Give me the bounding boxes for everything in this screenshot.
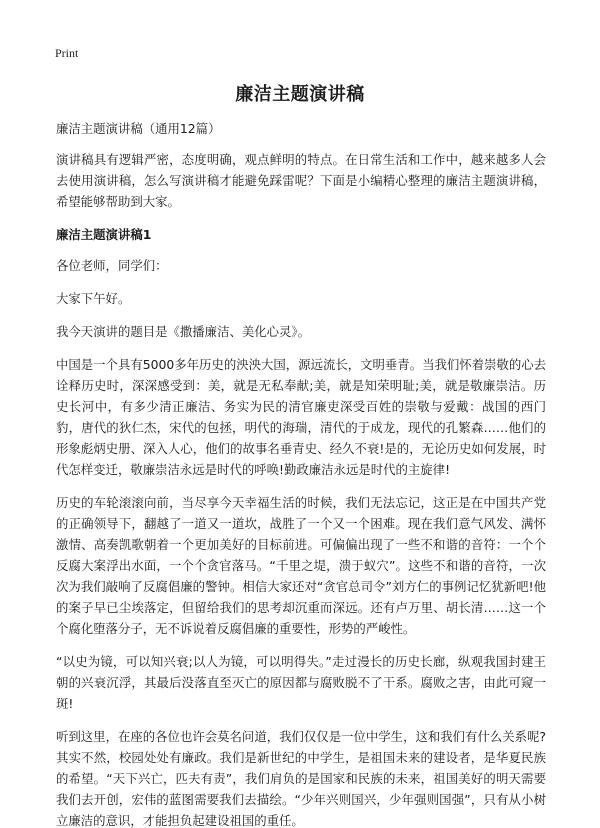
paragraph-history-mirror: “以史为镜，可以知兴衰;以人为镜，可以明得失。”走过漫长的历史长廊，纵观我国封建王朝的兴衰沉浮，其最后没落直至灭亡的原因都与腐败脱不了干系。腐败之害，由此可窥一斑! [56, 654, 546, 711]
paragraph-topic: 我今天演讲的题目是《撒播廉洁、美化心灵》。 [56, 324, 311, 339]
paragraph-good-afternoon: 大家下午好。 [56, 291, 131, 306]
intro-paragraph: 演讲稿具有逻辑严密，态度明确，观点鲜明的特点。在日常生活和工作中，越来越多人会去使用演讲稿，怎么写演讲稿才能避免踩雷呢？下面是小编精心整理的廉洁主题演讲稿，希望能够帮助到大家。 [56, 152, 546, 209]
paragraph-wheel-of-history: 历史的车轮滚滚向前，当尽享今天幸福生活的时候，我们无法忘记，这正是在中国共产党的正确领导下，翻越了一道又一道坎，战胜了一个又一个困难。现在我们意气风发、满怀激情、高奏凯歌朝着一个更加美好的目标前进。可偏偏出现了一些不和谐的音符：一个个反腐大案浮出水面，一个个贪官落马。“千里之堤，溃于蚁穴”。这些不和谐的音符，一次次为我们敲响了反腐倡廉的警钟。相信大家还对“贪官总司令”刘方仁的事例记忆犹新吧!他的案子早已尘埃落定，但留给我们的思考却沉重而深远。还有卢万里、胡长清……这一个个腐化堕落分子，无不诉说着反腐倡廉的重要性，形势的严峻性。 [56, 495, 546, 636]
page-title: 廉洁主题演讲稿 [235, 84, 365, 105]
document-subtitle: 廉洁主题演讲稿（通用12篇） [56, 121, 221, 136]
document-body [56, 118, 546, 828]
print-link[interactable]: Print [55, 46, 79, 60]
paragraph-students: 听到这里，在座的各位也许会莫名问道，我们仅仅是一位中学生，这和我们有什么关系呢?其实不然，校园处处有廉政。我们是新世纪的中学生，是祖国未来的建设者，是华夏民族的希望。“天下兴亡，匹夫有责”，我们肩负的是国家和民族的未来，祖国美好的明天需要我们去开创，宏伟的蓝图需要我们去描绘。“少年兴则国兴，少年强则国强”，只有从小树立廉洁的意识，才能担负起建设祖国的重任。 [56, 729, 546, 828]
paragraph-history: 中国是一个具有5000多年历史的泱泱大国，源远流长，文明垂青。当我们怀着崇敬的心去诠释历史时，深深感受到：美，就是无私奉献;美，就是知荣明耻;美，就是敬廉崇洁。历史长河中，有多少清正廉洁、务实为民的清官廉吏深受百姓的崇敬与爱戴：战国的西门豹，唐代的狄仁杰，宋代的包拯，明代的海瑞，清代的于成龙，现代的孔繁森……他们的形象彪炳史册、深入人心，他们的故事名垂青史、经久不衰!是的，无论历史如何发展，时代怎样变迁，敬廉崇洁永远是时代的呼唤!勤政廉洁永远是时代的主旋律! [56, 357, 546, 477]
section-heading: 廉洁主题演讲稿1 [56, 227, 152, 242]
paragraph-greeting: 各位老师，同学们： [56, 258, 168, 273]
